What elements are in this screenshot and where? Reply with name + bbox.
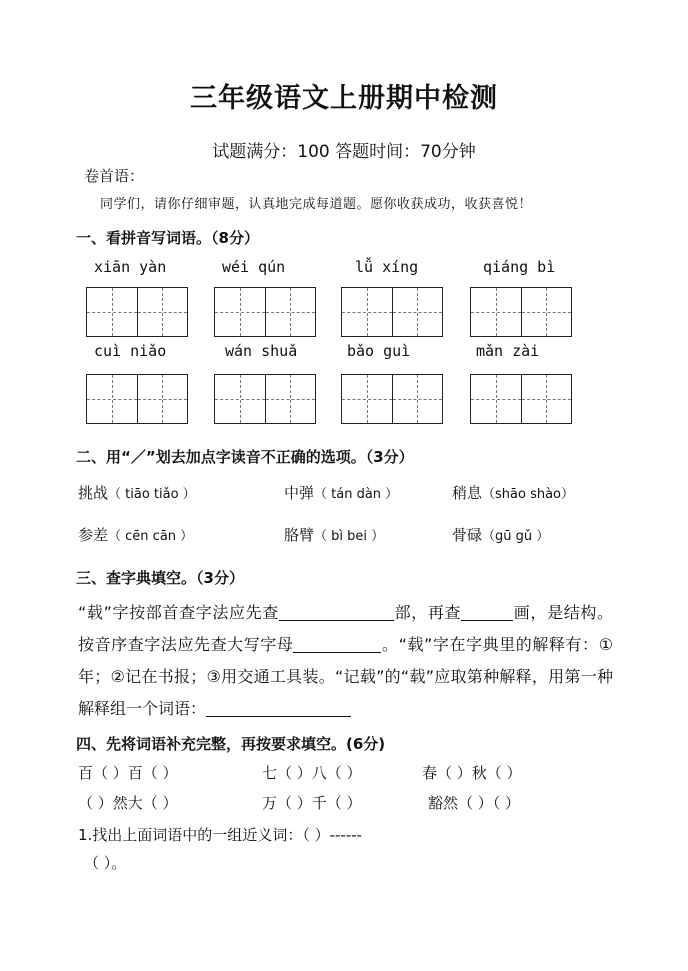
pinyin-label: wéi qún [222,258,286,276]
item-options: （shāo shào） [482,487,575,502]
item-options: （ tán dàn ） [314,487,399,502]
item-options: （gū gǔ ） [482,529,550,544]
writing-grid[interactable] [86,287,188,337]
para-text: 部，再查 [393,603,462,622]
blank-radical[interactable] [279,604,394,621]
item-options: （ cēn cān ） [108,529,194,544]
pinyin-label: cuì niǎo [94,342,167,360]
writing-grid[interactable] [341,374,443,424]
item-word: 中弹 [284,484,315,502]
pronunciation-item[interactable] [284,482,398,503]
pinyin-label: mǎn zài [476,342,540,360]
idiom-blank[interactable]: 豁然（ ）（ ） [428,794,521,812]
preface-text: 同学们，请你仔细审题，认真地完成每道题。愿你收获成功，收获喜悦！ [100,197,533,212]
idiom-blank[interactable]: 春（ ）秋（ ） [422,764,522,782]
pronunciation-item[interactable] [78,482,196,503]
exam-info: 试题满分：100 答题时间：70分钟 [212,142,476,162]
item-word: 稍息 [452,484,483,502]
idiom-blank[interactable]: 七（ ）八（ ） [262,764,362,782]
pinyin-label: qiáng bì [483,258,556,276]
pinyin-label: xiān yàn [94,258,167,276]
dictionary-paragraph [78,597,613,725]
writing-grid[interactable] [470,374,572,424]
blank-strokes[interactable] [461,604,513,621]
synonym-question[interactable]: 1.找出上面词语中的一组近义词：（ ）------ [78,826,363,844]
para-text: 。“载”字在字典里的解释有：①年；②记在书报；③用交通工具装。“记载”的“载”应取第种解释，用第一种解释组一个词语： [78,635,613,718]
writing-grid[interactable] [214,374,316,424]
preface-label: 卷首语： [84,167,145,185]
writing-grid[interactable] [214,287,316,337]
page-title: 三年级语文上册期中检测 [190,83,498,114]
section4-heading: 四、先将词语补充完整，再按要求填空。(6分) [76,735,386,753]
item-options: （ bì bei ） [314,529,385,544]
item-options: （ tiāo tiǎo ） [108,487,196,502]
blank-letter[interactable] [293,636,381,653]
idiom-blank[interactable]: 百（ ）百（ ） [78,764,178,782]
para-text: 画，是结构。按音序查字法应先查大写字母 [78,603,613,654]
idiom-blank[interactable]: （ ）然大（ ） [78,794,178,812]
para-text: “载”字按部首查字法应先查 [78,603,279,622]
idiom-blank[interactable]: 万（ ）千（ ） [262,794,362,812]
pronunciation-item[interactable] [284,524,384,545]
item-word: 参差 [78,526,109,544]
pronunciation-item[interactable] [452,482,574,503]
writing-grid[interactable] [86,374,188,424]
item-word: 骨碌 [452,526,483,544]
item-word: 胳臂 [284,526,315,544]
blank-word[interactable] [206,700,351,717]
section2-heading: 二、用“／”划去加点字读音不正确的选项。（3分） [76,448,414,466]
writing-grid[interactable] [341,287,443,337]
pronunciation-item[interactable] [452,524,549,545]
pinyin-label: wán shuǎ [225,342,298,360]
section1-heading: 一、看拼音写词语。（8分） [76,229,259,247]
pronunciation-item[interactable] [78,524,193,545]
item-word: 挑战 [78,484,109,502]
pinyin-label: bǎo guì [347,342,411,360]
writing-grid[interactable] [470,287,572,337]
synonym-answer[interactable]: （ ）。 [84,854,127,872]
pinyin-label: lǚ xíng [355,258,419,276]
section3-heading: 三、查字典填空。（3分） [76,569,244,587]
